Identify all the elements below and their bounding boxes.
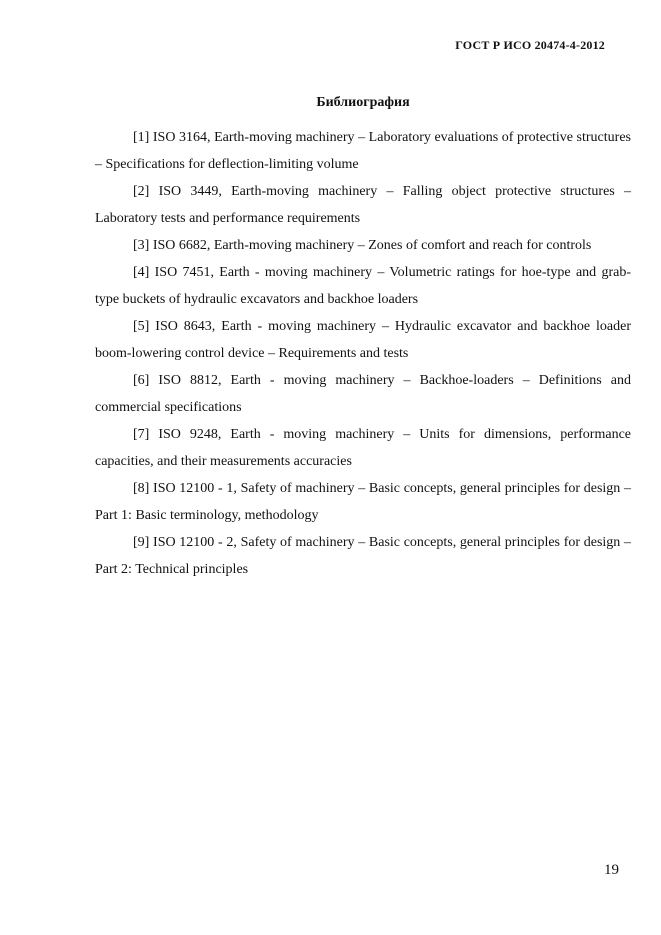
reference-item-3: [3] ISO 6682, Earth-moving machinery – Zones of comfort and reach for controls bbox=[133, 238, 592, 253]
reference-item-6: [6] ISO 8812, Earth - moving machinery – Backhoe-loaders – Definitions and commercial specifications bbox=[95, 373, 631, 415]
reference-item-4: [4] ISO 7451, Earth - moving machinery – Volumetric ratings for hoe-type and grab-type buckets of hydraulic excavators and backhoe loaders bbox=[95, 265, 631, 307]
reference-item-5: [5] ISO 8643, Earth - moving machinery – Hydraulic excavator and backhoe loader boom-lowering control device – Requirements and tests bbox=[95, 319, 631, 361]
bibliography-title: Библиография bbox=[316, 95, 410, 110]
reference-item-7: [7] ISO 9248, Earth - moving machinery – Units for dimensions, performance capacities, and their measurements accuracies bbox=[95, 427, 631, 469]
reference-item-8: [8] ISO 12100 - 1, Safety of machinery – Basic concepts, general principles for design – Part 1: Basic terminology, methodology bbox=[95, 481, 631, 523]
reference-item-2: [2] ISO 3449, Earth-moving machinery – Falling object protective structures – Laboratory tests and performance requirements bbox=[95, 184, 631, 226]
page-number: 19 bbox=[604, 862, 619, 878]
reference-item-1: [1] ISO 3164, Earth-moving machinery – Laboratory evaluations of protective structures – Specifications for deflection-limiting volume bbox=[95, 130, 631, 172]
reference-list bbox=[95, 124, 631, 583]
document-code: ГОСТ Р ИСО 20474-4-2012 bbox=[455, 38, 605, 52]
reference-item-9: [9] ISO 12100 - 2, Safety of machinery – Basic concepts, general principles for design – Part 2: Technical principles bbox=[95, 535, 631, 577]
